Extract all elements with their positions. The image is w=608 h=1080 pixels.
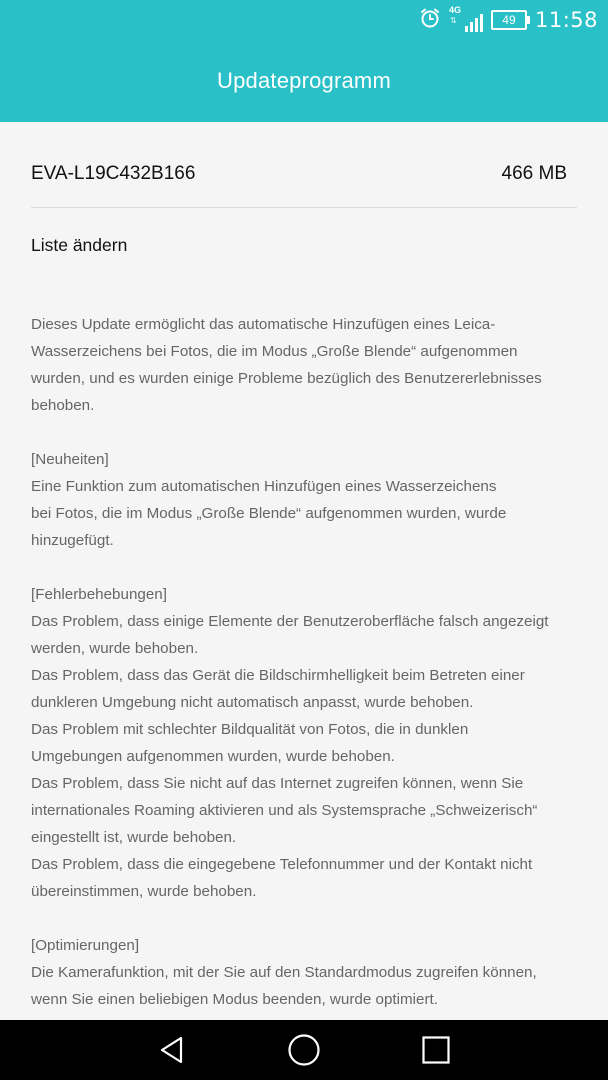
changelog-line: Das Problem, dass Sie nicht auf das Internet zugreifen können, wenn Sie (31, 775, 524, 792)
section-heading: [Optimierungen] (31, 937, 140, 954)
app-bar (0, 40, 608, 122)
changelog-intro (31, 311, 576, 419)
changelog-line: Umgebungen aufgenommen wurden, wurde behoben. (31, 748, 395, 765)
changelog-line: werden, wurde behoben. (31, 640, 199, 657)
changelog-line: Wasserzeichens bei Fotos, die im Modus „Große Blende“ aufgenommen (31, 343, 518, 360)
changelog-optimizations (31, 932, 576, 1013)
changelog-line: wenn Sie einen beliebigen Modus beenden, wurde optimiert. (31, 991, 438, 1008)
changelog-line: Das Problem mit schlechter Bildqualität von Fotos, die in dunklen (31, 721, 469, 738)
back-icon (157, 1035, 187, 1065)
changelog-line: Eine Funktion zum automatischen Hinzufügen eines Wasserzeichens (31, 478, 497, 495)
update-content[interactable] (0, 122, 608, 1020)
alarm-icon (419, 7, 441, 34)
update-size: 466 MB (501, 163, 567, 184)
home-icon (287, 1033, 321, 1067)
changelog-line: Die Kamerafunktion, mit der Sie auf den Standardmodus zugreifen können, (31, 964, 537, 981)
battery-icon (491, 10, 527, 30)
changelog-line: Das Problem, dass einige Elemente der Benutzeroberfläche falsch angezeigt (31, 613, 549, 630)
changelog-fixes (31, 581, 576, 905)
changelog-line: behoben. (31, 397, 95, 414)
changelog-line: bei Fotos, die im Modus „Große Blende“ aufgenommen wurden, wurde (31, 505, 507, 522)
recents-icon (421, 1035, 451, 1065)
divider (31, 207, 577, 208)
change-list-label: Liste ändern (31, 235, 128, 255)
update-version: EVA-L19C432B166 (31, 163, 196, 184)
data-arrows-icon: ⇅ (449, 16, 457, 25)
recents-button[interactable] (416, 1030, 456, 1070)
changelog-line: dunkleren Umgebung nicht automatisch anpasst, wurde behoben. (31, 694, 474, 711)
changelog-line: übereinstimmen, wurde behoben. (31, 883, 257, 900)
network-type-label: 4G (448, 5, 461, 15)
battery-level: 49 (502, 13, 516, 27)
status-time: 11:58 (534, 8, 598, 32)
changelog-line: eingestellt ist, wurde behoben. (31, 829, 237, 846)
changelog-line: Das Problem, dass das Gerät die Bildschirmhelligkeit beim Betreten einer (31, 667, 525, 684)
status-bar (0, 0, 608, 40)
home-button[interactable] (284, 1030, 324, 1070)
navigation-bar (0, 1020, 608, 1080)
changelog-line: hinzugefügt. (31, 532, 114, 549)
back-button[interactable] (152, 1030, 192, 1070)
changelog-new-features (31, 446, 576, 554)
status-icons (419, 6, 598, 34)
changelog-line: Das Problem, dass die eingegebene Telefonnummer und der Kontakt nicht (31, 856, 533, 873)
changelog-line: Dieses Update ermöglicht das automatische Hinzufügen eines Leica- (31, 316, 496, 333)
changelog-line: wurden, und es wurden einige Probleme bezüglich des Benutzererlebnisses (31, 370, 542, 387)
page-title: Updateprogramm (217, 68, 391, 93)
signal-bars-icon (465, 14, 483, 32)
section-heading: [Neuheiten] (31, 451, 109, 468)
section-heading: [Fehlerbehebungen] (31, 586, 167, 603)
update-info-row (31, 160, 567, 188)
changelog-text (31, 311, 576, 1013)
changelog-line: internationales Roaming aktivieren und als Systemsprache „Schweizerisch“ (31, 802, 538, 819)
signal-icon (448, 5, 483, 32)
